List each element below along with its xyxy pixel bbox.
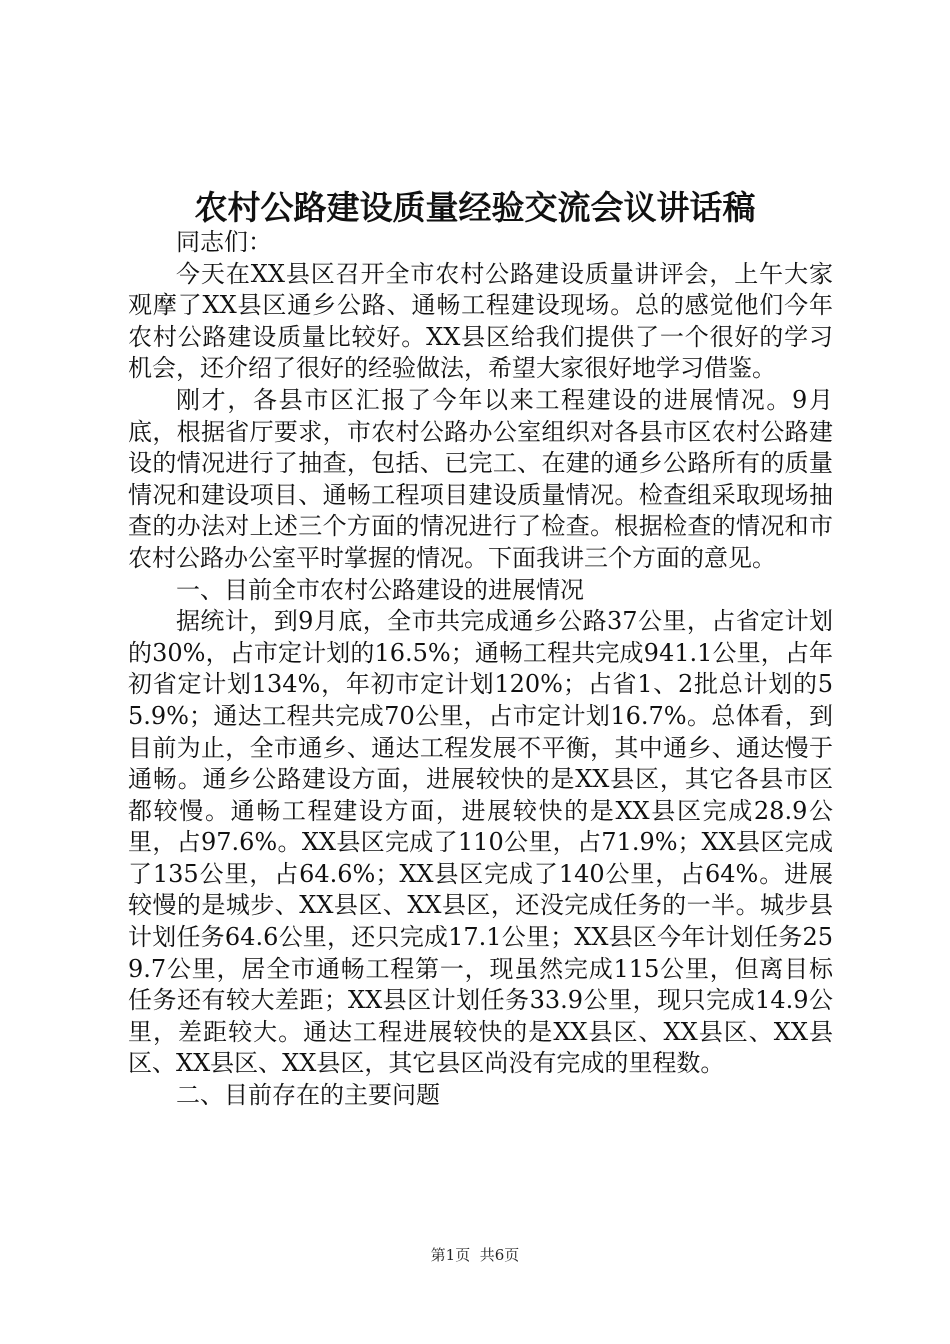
section-heading-1: 一、目前全市农村公路建设的进展情况 xyxy=(176,575,584,604)
intro-paragraph: 今天在XX县区召开全市农村公路建设质量讲评会，上午大家观摩了XX县区通乡公路、通畅工程建设现场。总的感觉他们今年农村公路建设质量比较好。XX县区给我们提供了一个很好的学习机会，还介绍了很好的经验做法，希望大家很好地学习借鉴。 xyxy=(128,259,833,383)
section-heading-2: 二、目前存在的主要问题 xyxy=(176,1081,440,1110)
progress-paragraph: 据统计，到9月底，全市共完成通乡公路37公里，占省定计划的30%，占市定计划的16.5%；通畅工程共完成941.1公里，占年初省定计划134%，年初市定计划120%；占省1、2批总计划的55.9%；通达工程共完成70公里，占市定计划16.7%。总体看，到目前为止，全市通乡、通达工程发展不平衡，其中通乡、通达慢于通畅。通乡公路建设方面，进展较快的是XX县区，其它各县市区都较慢。通畅工程建设方面，进展较快的是XX县区完成28.9公里，占97.6%。XX县区完成了110公里，占71.9%；XX县区完成了135公里，占64.6%；XX县区完成了140公里，占64%。进展较慢的是城步、XX县区、XX县区，还没完成任务的一半。城步县计划任务64.6公里，还只完成17.1公里；XX县区今年计划任务259.7公里，居全市通畅工程第一，现虽然完成115公里，但离目标任务还有较大差距；XX县区计划任务33.9公里，现只完成14.9公里，差距较大。通达工程进展较快的是XX县区、XX县区、XX县区、XX县区、XX县区，其它县区尚没有完成的里程数。 xyxy=(128,607,833,1078)
page-total: 共6页 xyxy=(479,1246,520,1264)
page-number: 第1页 xyxy=(430,1246,471,1264)
context-paragraph: 刚才，各县市区汇报了今年以来工程建设的进展情况。9月底，根据省厅要求，市农村公路办公室组织对各县市区农村公路建设的情况进行了抽查，包括、已完工、在建的通乡公路所有的质量情况和建设项目、通畅工程项目建设质量情况。检查组采取现场抽查的办法对上述三个方面的情况进行了检查。根据检查的情况和市农村公路办公室平时掌握的情况。下面我讲三个方面的意见。 xyxy=(128,385,833,572)
page-footer xyxy=(0,1245,950,1265)
document-title: 农村公路建设质量经验交流会议讲话稿 xyxy=(194,188,756,227)
document-body xyxy=(128,227,833,1112)
greeting-paragraph: 同志们： xyxy=(176,228,272,256)
